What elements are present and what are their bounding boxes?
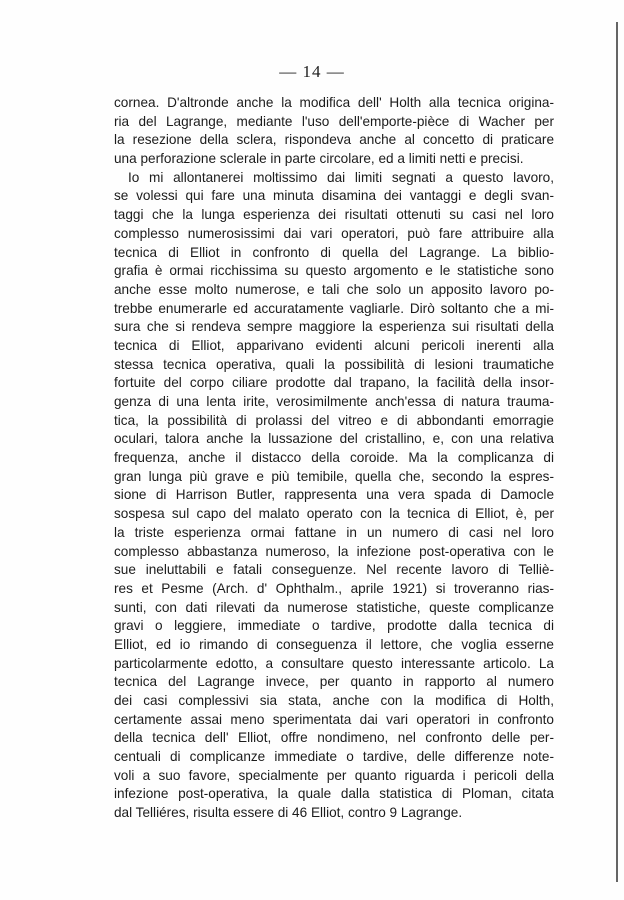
text-line: sue ineluttabili e fatali conseguenze. Nel recente lavoro di Telliè- xyxy=(114,562,554,578)
text-line: tica, la possibilità di prolassi del vitreo e di abbondanti emorragie xyxy=(114,412,554,428)
text-line: se volessi qui fare una minuta disamina dei vantaggi e degli svan- xyxy=(114,188,554,204)
text-line: sura che si rendeva sempre maggiore la esperienza sui risultati della xyxy=(114,319,554,335)
text-line: trebbe enumerarle ed accuratamente vagliarle. Dirò soltanto che a mi- xyxy=(114,300,554,316)
text-line: dal Telliéres, risulta essere di 46 Elliot, contro 9 Lagrange. xyxy=(114,805,463,821)
text-line: oculari, talora anche la lussazione del cristallino, e, con una relativa xyxy=(114,431,554,447)
text-line: certamente assai meno sperimentata dai vari operatori in confronto xyxy=(114,711,554,727)
text-line: res et Pesme (Arch. d' Ophthalm., aprile 1921) si troveranno rias- xyxy=(114,580,554,596)
text-line: cornea. D'altronde anche la modifica dell' Holth alla tecnica origina- xyxy=(114,95,554,110)
text-line: complesso numerosissimi dai vari operatori, può fare attribuire alla xyxy=(114,225,554,241)
text-line: la resezione della sclera, rispondeva anche al concetto di praticare xyxy=(114,132,554,148)
text-line: voli a suo favore, specialmente per quanto riguarda i pericoli della xyxy=(114,767,554,783)
text-line: ria del Lagrange, mediante l'uso dell'emporte-pièce di Wacher per xyxy=(114,113,554,129)
text-line: Io mi allontanerei moltissimo dai limiti segnati a questo lavoro, xyxy=(128,169,554,185)
text-line: anche esse molto numerose, e tali che solo un apposito lavoro po- xyxy=(114,281,554,297)
text-line: genza di una lenta irite, verosimilmente anch'essa di natura trauma- xyxy=(114,394,554,409)
text-line: complesso abbastanza numeroso, la infezione post-operativa con le xyxy=(114,543,554,559)
text-line: taggi che la lunga esperienza dei risultati ottenuti su casi nel loro xyxy=(114,207,554,223)
body-text xyxy=(114,94,554,823)
text-line: stessa tecnica operativa, quali la possibilità di lesioni traumatiche xyxy=(114,356,554,372)
text-line: Elliot, ed io rimando di conseguenza il lettore, che voglia esserne xyxy=(114,636,554,652)
text-line: tecnica di Elliot, apparivano evidenti alcuni pericoli inerenti alla xyxy=(114,337,554,353)
page-edge-shadow xyxy=(616,22,618,882)
text-line: frequenza, anche il distacco della coroide. Ma la complicanza di xyxy=(114,450,554,466)
text-line: gran lunga più grave e più temibile, quella che, secondo la espres- xyxy=(114,468,554,484)
text-line: sunti, con dati rilevati da numerose statistiche, queste complicanze xyxy=(114,599,554,615)
text-line: grafia è ormai ricchissima su questo argomento e le statistiche sono xyxy=(114,263,554,279)
text-line: la triste esperienza ormai fattane in un numero di casi nel loro xyxy=(114,524,554,540)
text-line: sospesa sul capo del malato operato con la tecnica di Elliot, è, per xyxy=(114,506,554,522)
text-line: tecnica di Elliot in confronto di quella del Lagrange. La biblio- xyxy=(114,244,554,260)
text-line: fortuite del corpo ciliare prodotte dal trapano, la facilità della insor- xyxy=(114,375,554,391)
text-line: particolarmente edotto, a consultare questo interessante articolo. La xyxy=(114,655,554,671)
text-line: dei casi complessivi sia stata, anche con la modifica di Holth, xyxy=(114,693,554,708)
text-line: centuali di complicanze immediate o tardive, delle differenze note- xyxy=(114,749,554,765)
text-line: della tecnica dell' Elliot, offre nondimeno, nel confronto delle per- xyxy=(114,730,554,746)
text-line: tecnica del Lagrange invece, per quanto in rapporto al numero xyxy=(114,674,554,690)
text-line: gravi o leggiere, immediate o tardive, prodotte dalla tecnica di xyxy=(114,618,554,634)
page-number: — 14 — xyxy=(279,62,345,81)
text-line: una perforazione sclerale in parte circolare, ed a limiti netti e precisi. xyxy=(114,151,524,167)
text-line: sione di Harrison Butler, rappresenta una vera spada di Damocle xyxy=(114,487,554,503)
text-line: infezione post-operativa, la quale dalla statistica di Ploman, citata xyxy=(114,786,554,802)
